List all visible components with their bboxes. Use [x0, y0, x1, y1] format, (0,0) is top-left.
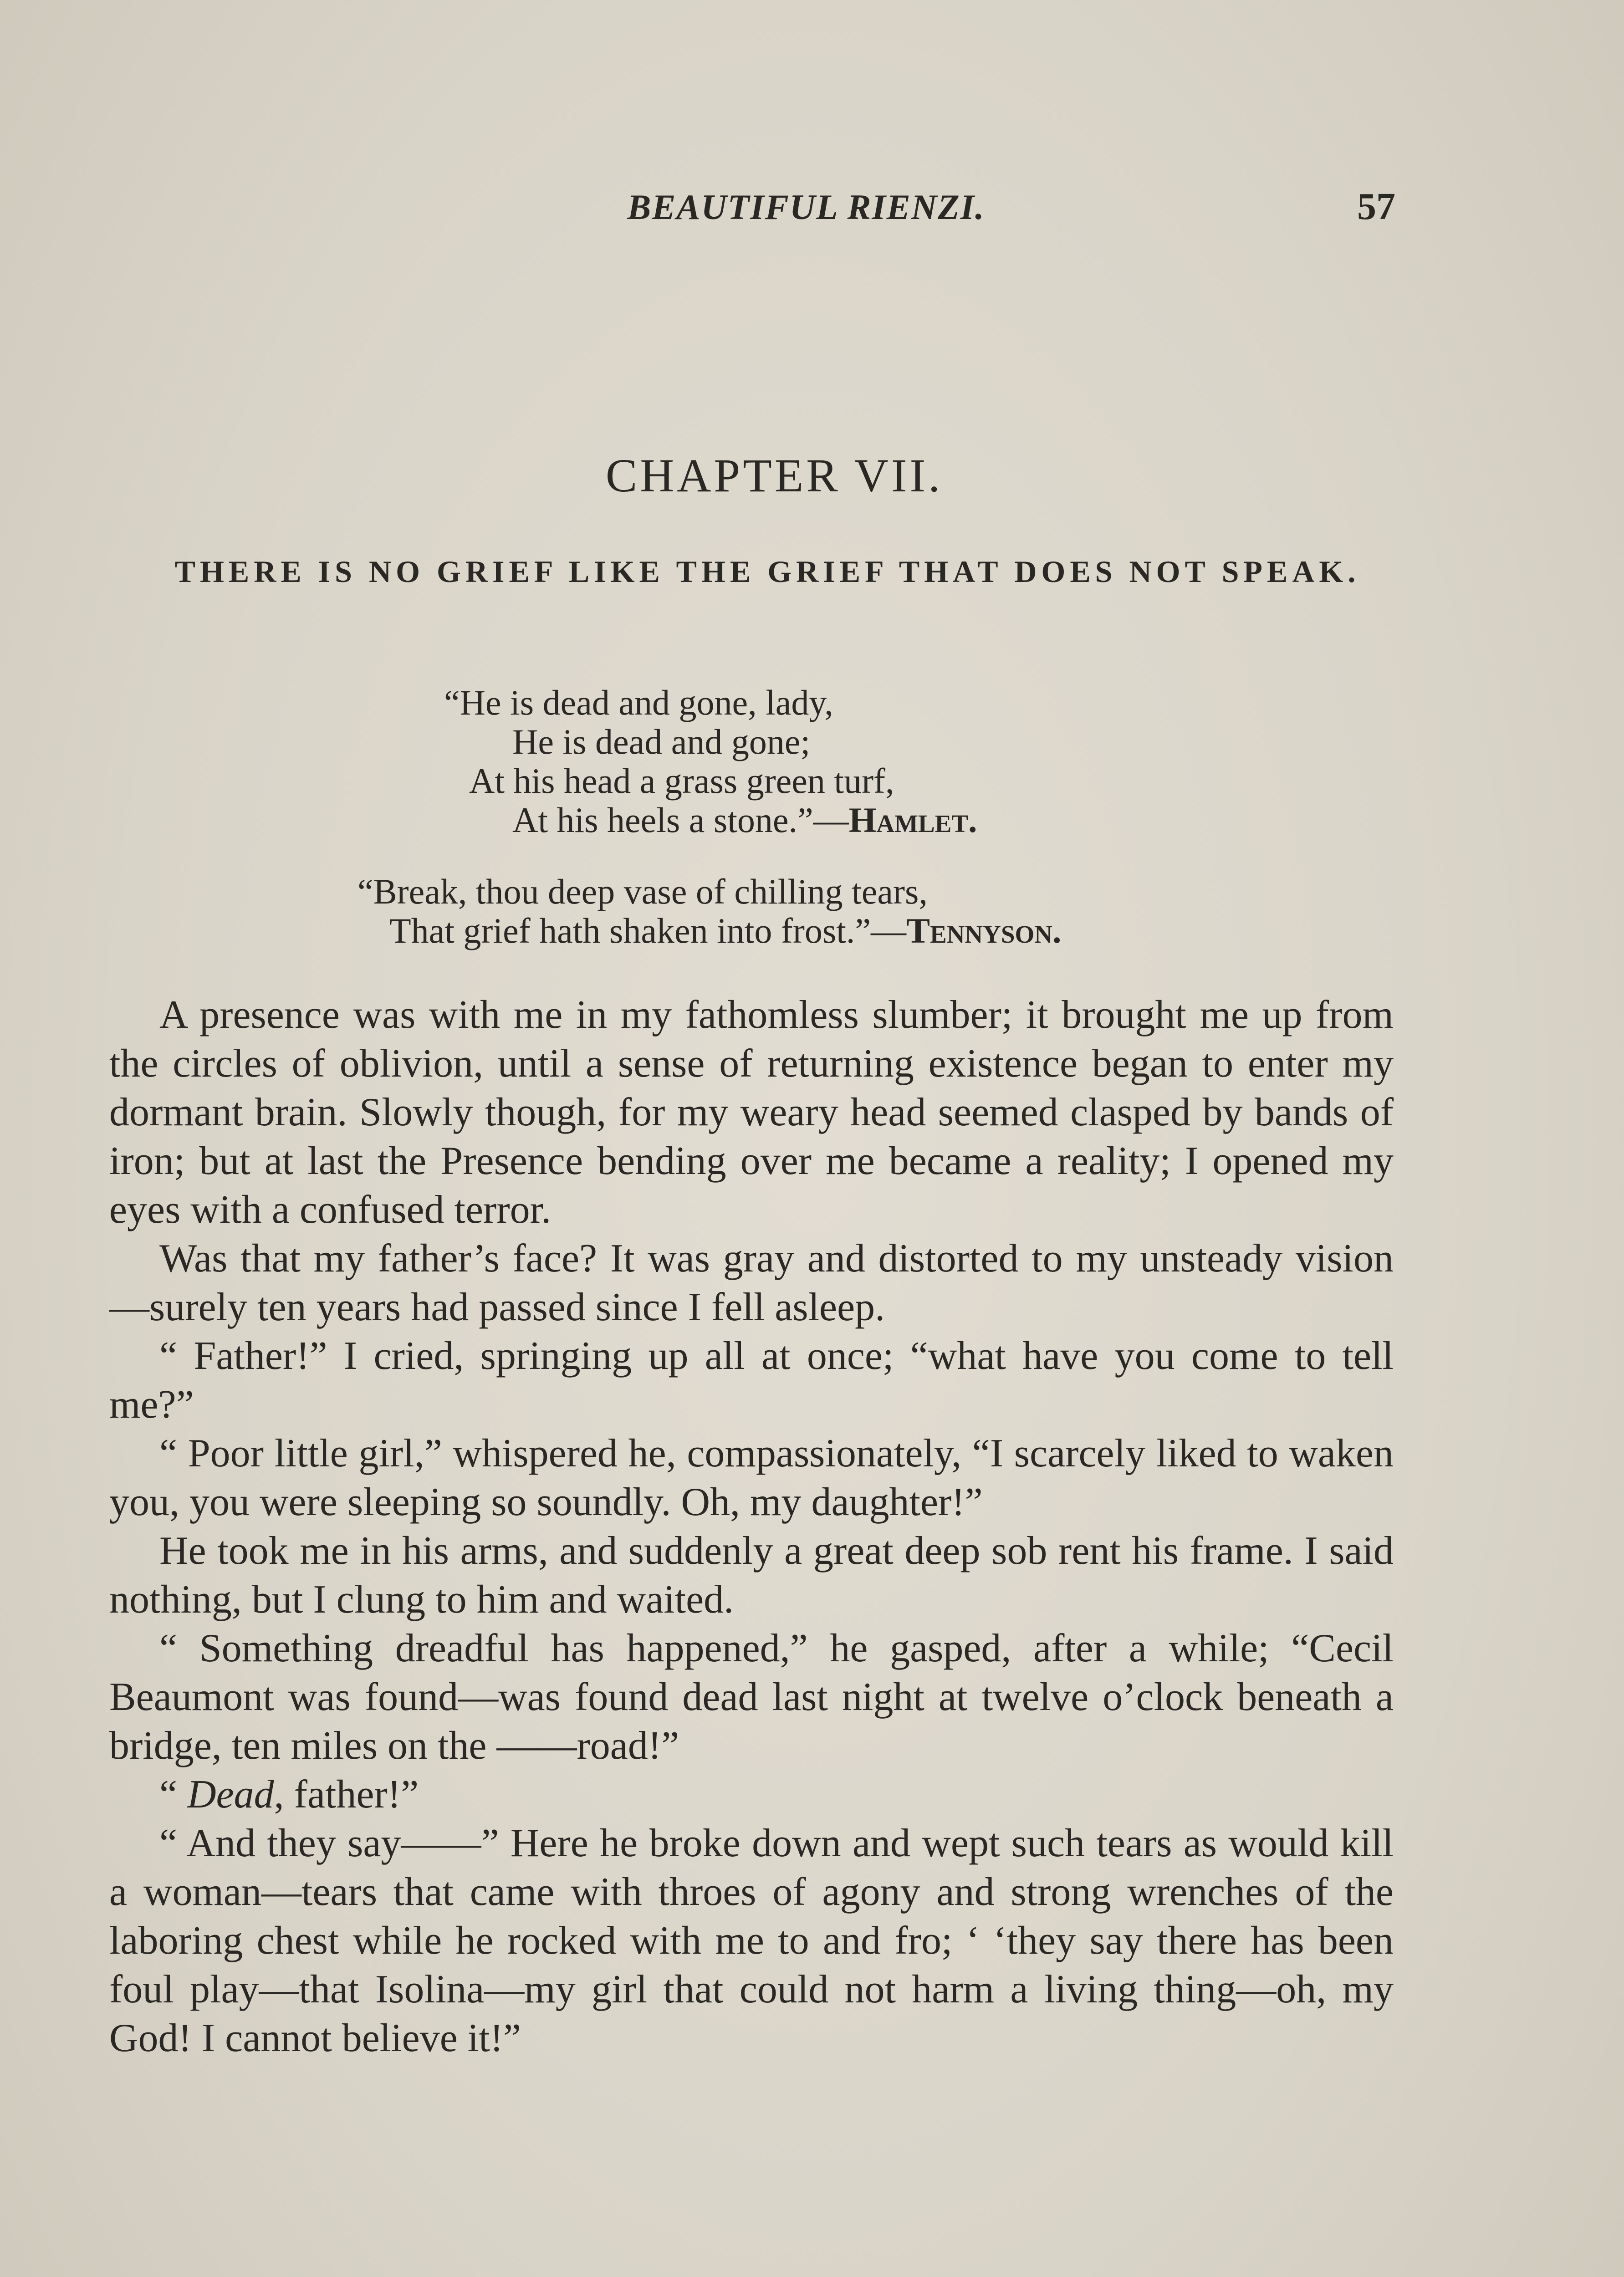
paragraph: “ And they say——” Here he broke down and wept such tears as would kill a woman—tears that came with throes of agony and strong wrenches of the laboring chest while he rocked with me to and fro; ‘ ‘they say there has been foul play—that Isolina—my girl that could not harm a living thing—oh, my God! I cannot believe it!” — [109, 1821, 1394, 2060]
quote-rest: , father!” — [274, 1772, 419, 1817]
running-title: BEAUTIFUL RIENZI. — [627, 187, 985, 227]
paragraph: A presence was with me in my fathomless slumber; it brought me up from the circles of oblivion, until a sense of returning existence began to enter my dormant brain. Slowly though, for my weary head seemed clasped by bands of iron; but at last the Presence bending over me became a reality; I opened my eyes with a confused terror. — [109, 993, 1394, 1232]
epigraph-line-text: That grief hath shaken into frost.”— — [389, 911, 906, 950]
paragraph: “ Poor little girl,” whispered he, compassionately, “I scarcely liked to waken you, you were sleeping so soundly. Oh, my daughter!” — [109, 1431, 1394, 1524]
epigraph-line: “Break, thou deep vase of chilling tears, — [357, 872, 928, 911]
chapter-body — [109, 990, 1394, 2063]
chapter-subtitle: THERE IS NO GRIEF LIKE THE GRIEF THAT DOES NOT SPEAK. — [174, 554, 1360, 589]
epigraph-line: He is dead and gone; — [512, 722, 811, 761]
epigraph-line — [357, 911, 1061, 950]
epigraph-hamlet — [444, 683, 977, 840]
epigraph-line-text: At his heels a stone.”— — [512, 800, 849, 840]
paragraph: He took me in his arms, and suddenly a great deep sob rent his frame. I said nothing, but I clung to him and waited. — [109, 1529, 1394, 1622]
epigraph-attribution: Tennyson. — [906, 911, 1062, 950]
epigraph-line: “He is dead and gone, lady, — [444, 683, 833, 722]
page-number: 57 — [1357, 185, 1395, 228]
paragraph-dead-father — [109, 1770, 1394, 1819]
quote-open: “ — [159, 1772, 188, 1817]
epigraph-attribution: Hamlet. — [848, 800, 977, 840]
paragraph: Was that my father’s face? It was gray and distorted to my unsteady vision—surely ten years had passed since I fell asleep. — [109, 1236, 1394, 1329]
epigraph-line: At his head a grass green turf, — [469, 761, 894, 801]
paragraph: “ Father!” I cried, springing up all at once; “what have you come to tell me?” — [109, 1334, 1394, 1427]
chapter-title: CHAPTER VII. — [605, 449, 943, 502]
paragraph: “ Something dreadful has happened,” he gasped, after a while; “Cecil Beaumont was found—was found dead last night at twelve o’clock beneath a bridge, ten miles on the ——road!” — [109, 1626, 1394, 1768]
italic-word: Dead — [187, 1772, 274, 1817]
epigraph-tennyson — [357, 872, 1061, 950]
epigraph-line — [444, 801, 977, 840]
